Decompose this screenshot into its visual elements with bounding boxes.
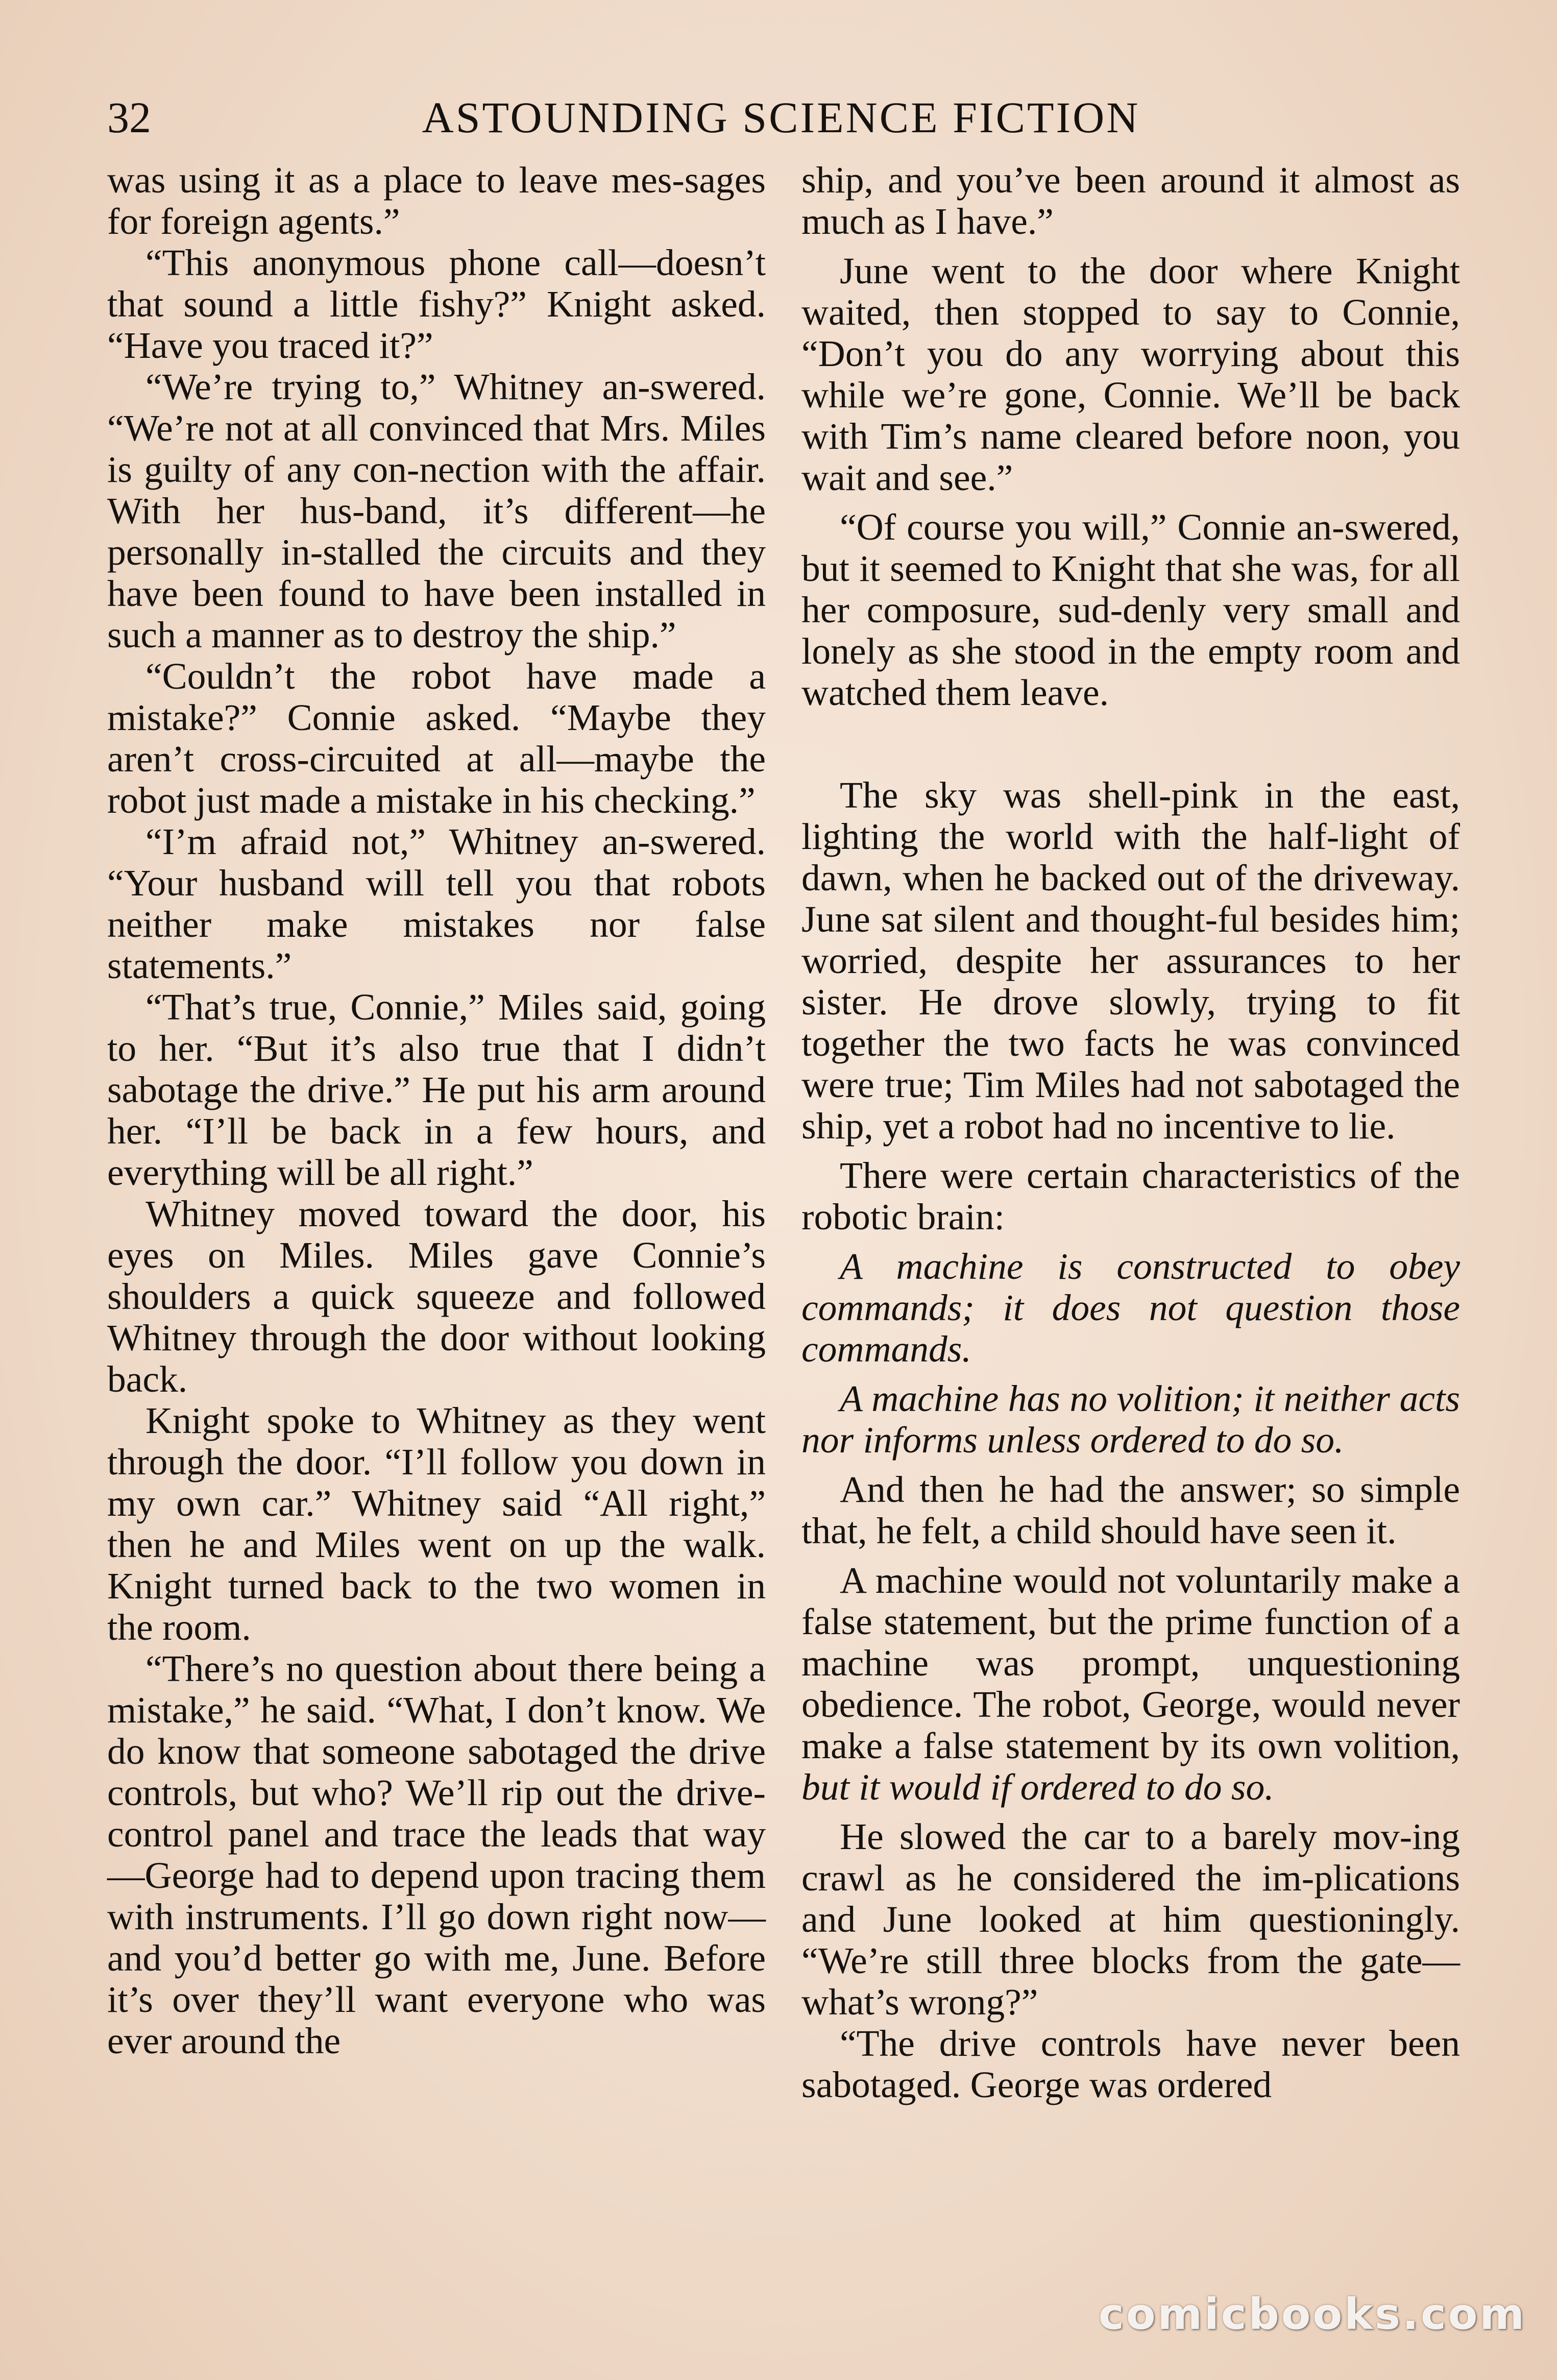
paragraph: “That’s true, Connie,” Miles said, going to her. “But it’s also true that I didn’t sabotage the drive.” He put his arm around her. “I’ll be back in a few hours, and everything will be all right.” <box>107 986 766 1193</box>
right-column <box>801 159 1460 2105</box>
paragraph: There were certain characteristics of the robotic brain: <box>801 1155 1460 1237</box>
page-header <box>107 82 1455 153</box>
paragraph: Knight spoke to Whitney as they went through the door. “I’ll follow you down in my own car.” Whitney said “All right,” then he and Miles went on up the walk. Knight turned back to the two women in the room. <box>107 1400 766 1648</box>
paragraph: “I’m afraid not,” Whitney an-swered. “Your husband will tell you that robots neither make mistakes nor false statements.” <box>107 821 766 986</box>
paragraph: “Couldn’t the robot have made a mistake?” Connie asked. “Maybe they aren’t cross-circuited at all—maybe the robot just made a mistake in his checking.” <box>107 655 766 821</box>
running-title: ASTOUNDING SCIENCE FICTION <box>422 93 1140 142</box>
emphasis-text: but it would if ordered to do so. <box>801 1766 1274 1808</box>
paragraph: And then he had the answer; so simple that, he felt, a child should have seen it. <box>801 1469 1460 1551</box>
paragraph: “Of course you will,” Connie an-swered, but it seemed to Knight that she was, for all her composure, sud-denly very small and lonely as she stood in the empty room and watched them leave. <box>801 506 1460 713</box>
paragraph: The sky was shell-pink in the east, lighting the world with the half-light of dawn, when he backed out of the driveway. June sat silent and thought-ful besides him; worried, despite her assurances to her sister. He drove slowly, trying to fit together the two facts he was convinced were true; Tim Miles had not sabotaged the ship, yet a robot had no incentive to lie. <box>801 774 1460 1147</box>
paragraph: “This anonymous phone call—doesn’t that sound a little fishy?” Knight asked. “Have you traced it?” <box>107 242 766 366</box>
left-column <box>107 159 766 2061</box>
paragraph: “The drive controls have never been sabotaged. George was ordered <box>801 2023 1460 2105</box>
italic-rule: A machine has no volition; it neither acts nor informs unless ordered to do so. <box>801 1378 1460 1461</box>
paragraph: “We’re trying to,” Whitney an-swered. “We’re not at all convinced that Mrs. Miles is guilty of any con-nection with the affair. With her hus-band, it’s different—he personally in-stalled the circuits and they have been found to have been installed in such a manner as to destroy the ship.” <box>107 366 766 655</box>
paragraph: Whitney moved toward the door, his eyes on Miles. Miles gave Connie’s shoulders a quick squeeze and followed Whitney through the door without looking back. <box>107 1193 766 1400</box>
paragraph-text: A machine would not voluntarily make a false statement, but the prime function of a machine was prompt, unquestioning obedience. The robot, George, would never make a false statement by its own volition, <box>801 1560 1460 1766</box>
paragraph: He slowed the car to a barely mov-ing crawl as he considered the im-plications and June looked at him questioningly. “We’re still three blocks from the gate—what’s wrong?” <box>801 1816 1460 2023</box>
paragraph: was using it as a place to leave mes-sages for foreign agents.” <box>107 159 766 242</box>
watermark: comicbooks.com <box>1099 2289 1526 2339</box>
italic-rule: A machine is constructed to obey commands; it does not question those commands. <box>801 1246 1460 1370</box>
page-number: 32 <box>107 93 151 142</box>
paragraph: June went to the door where Knight waited, then stopped to say to Connie, “Don’t you do any worrying about this while we’re gone, Connie. We’ll be back with Tim’s name cleared before noon, you wait and see.” <box>801 250 1460 498</box>
paragraph: ship, and you’ve been around it almost as much as I have.” <box>801 159 1460 242</box>
paragraph <box>801 1560 1460 1808</box>
paragraph: “There’s no question about there being a mistake,” he said. “What, I don’t know. We do know that someone sabotaged the drive controls, but who? We’ll rip out the drive-control panel and trace the leads that way—George had to depend upon tracing them with instruments. I’ll go down right now—and you’d better go with me, June. Before it’s over they’ll want everyone who was ever around the <box>107 1648 766 2061</box>
